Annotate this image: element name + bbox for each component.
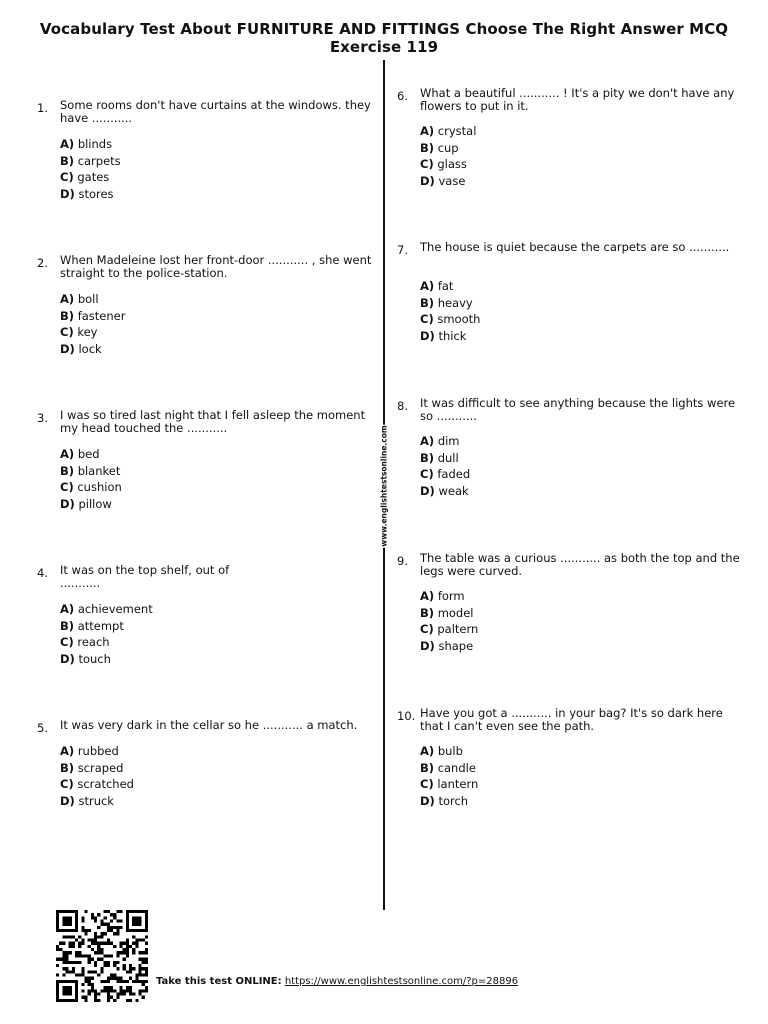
option-c[interactable]: C) glass xyxy=(420,157,467,171)
question-number: 1. xyxy=(37,101,48,115)
option-a[interactable]: A) crystal xyxy=(420,124,477,138)
question-number: 2. xyxy=(37,256,48,270)
option-b[interactable]: B) attempt xyxy=(60,618,124,633)
question-text: I was so tired last night that I fell asleep the moment my head touched the ........... xyxy=(60,408,366,435)
question-number: 7. xyxy=(397,243,408,257)
option-b[interactable]: B) heavy xyxy=(420,295,473,310)
option-a[interactable]: A) bed xyxy=(60,447,100,461)
option-b[interactable]: B) dull xyxy=(420,450,459,465)
option-c[interactable]: C) smooth xyxy=(420,312,481,326)
option-d[interactable]: D) torch xyxy=(420,793,469,808)
question-number: 9. xyxy=(397,554,408,568)
question-number: 8. xyxy=(397,399,408,413)
option-c[interactable]: C) scratched xyxy=(60,777,134,791)
option-a[interactable]: A) boll xyxy=(60,292,99,306)
option-d[interactable]: D) pillow xyxy=(60,496,112,511)
option-list xyxy=(420,588,478,654)
option-b[interactable]: B) cup xyxy=(420,140,459,155)
option-b[interactable]: B) carpets xyxy=(60,153,121,168)
option-list xyxy=(60,136,121,202)
option-d[interactable]: D) touch xyxy=(60,651,111,666)
question-number: 10. xyxy=(397,709,416,723)
option-d[interactable]: D) lock xyxy=(60,341,102,356)
question-text: Some rooms don't have curtains at the windows. they have ........... xyxy=(60,98,371,125)
option-a[interactable]: A) blinds xyxy=(60,137,113,151)
option-a[interactable]: A) form xyxy=(420,589,465,603)
option-b[interactable]: B) scraped xyxy=(60,760,124,775)
option-d[interactable]: D) stores xyxy=(60,186,114,201)
question-text: It was very dark in the cellar so he ........... a match. xyxy=(60,718,358,732)
option-list xyxy=(60,291,125,357)
title-line-2: Exercise 119 xyxy=(329,38,439,56)
option-a[interactable]: A) dim xyxy=(420,434,460,448)
qr-code-icon[interactable] xyxy=(56,910,148,1002)
option-d[interactable]: D) shape xyxy=(420,638,474,653)
option-list xyxy=(420,123,476,189)
option-c[interactable]: C) faded xyxy=(420,467,471,481)
question-text: It was on the top shelf, out of ........... xyxy=(60,563,230,590)
option-a[interactable]: A) achievement xyxy=(60,602,153,616)
option-b[interactable]: B) model xyxy=(420,605,474,620)
option-d[interactable]: D) weak xyxy=(420,483,469,498)
question-text: It was difficult to see anything because the lights were so ........... xyxy=(420,396,736,423)
option-list xyxy=(420,433,470,499)
option-b[interactable]: B) candle xyxy=(420,760,476,775)
question-text: When Madeleine lost her front-door ........... , she went straight to the police-station. xyxy=(60,253,372,280)
question-text: Have you got a ........... in your bag? It's so dark here that I can't even see the path. xyxy=(420,706,723,733)
option-d[interactable]: D) vase xyxy=(420,173,466,188)
option-c[interactable]: C) key xyxy=(60,325,98,339)
option-c[interactable]: C) cushion xyxy=(60,480,122,494)
option-list xyxy=(420,743,478,809)
option-d[interactable]: D) struck xyxy=(60,793,114,808)
page-title xyxy=(0,20,768,56)
option-b[interactable]: B) fastener xyxy=(60,308,126,323)
question-number: 4. xyxy=(37,566,48,580)
online-test-footer xyxy=(156,976,518,988)
option-a[interactable]: A) rubbed xyxy=(60,744,119,758)
question-number: 6. xyxy=(397,89,408,103)
option-b[interactable]: B) blanket xyxy=(60,463,121,478)
question-number: 5. xyxy=(37,721,48,735)
question-text: What a beautiful ........... ! It's a pity we don't have any flowers to put in it. xyxy=(420,86,735,113)
option-list xyxy=(420,278,480,344)
question-text: The house is quiet because the carpets are so ........... xyxy=(420,240,730,254)
title-line-1: Vocabulary Test About FURNITURE AND FITTINGS Choose The Right Answer MCQ xyxy=(39,20,729,38)
side-watermark-text: www.englishtestsonline.com xyxy=(379,425,389,547)
option-list xyxy=(60,446,122,512)
option-a[interactable]: A) bulb xyxy=(420,744,463,758)
option-c[interactable]: C) reach xyxy=(60,635,110,649)
option-list xyxy=(60,743,134,809)
option-d[interactable]: D) thick xyxy=(420,328,467,343)
online-label: Take this test ONLINE: xyxy=(156,976,282,987)
question-number: 3. xyxy=(37,411,48,425)
option-a[interactable]: A) fat xyxy=(420,279,454,293)
option-list xyxy=(60,601,153,667)
question-text: The table was a curious ........... as both the top and the legs were curved. xyxy=(420,551,740,578)
online-test-link[interactable]: https://www.englishtestsonline.com/?p=28896 xyxy=(284,976,519,987)
option-c[interactable]: C) gates xyxy=(60,170,110,184)
option-c[interactable]: C) lantern xyxy=(420,777,479,791)
option-c[interactable]: C) paltern xyxy=(420,622,479,636)
